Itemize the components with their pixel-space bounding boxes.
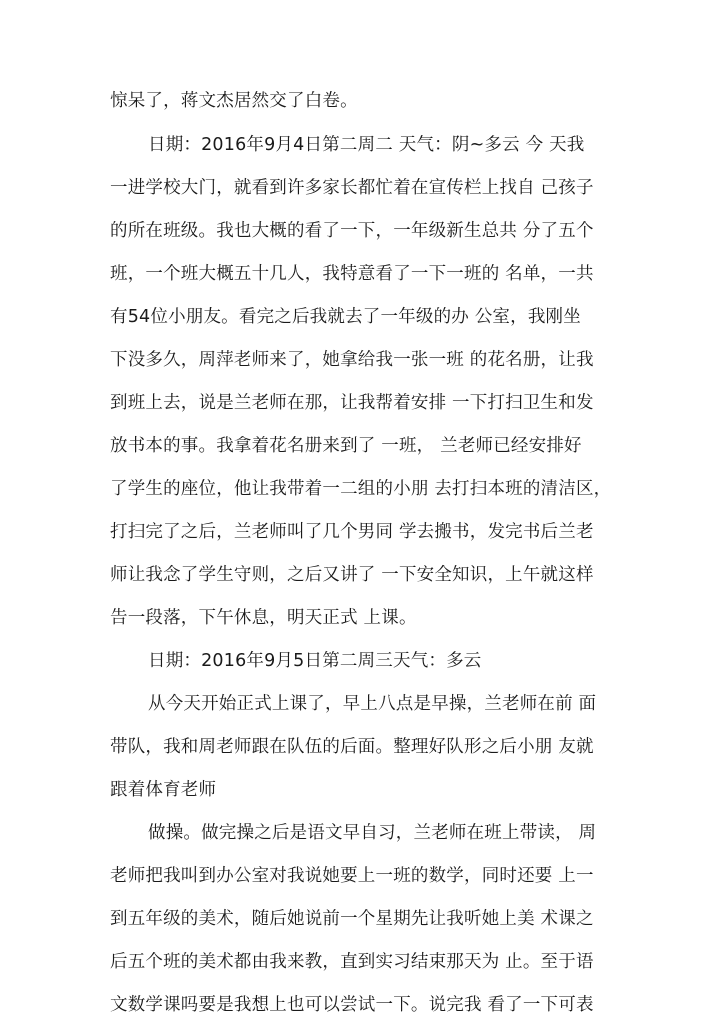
text-line-3: 一进学校大门，就看到许多家长都忙着在宣传栏上找自 己孩子	[110, 178, 594, 198]
text-line-9: 放书本的事。我拿着花名册来到了 一班， 兰老师已经安排好	[110, 436, 582, 456]
date-line-sep-5: 日期：2016年9月5日第二周三天气：多云	[148, 651, 482, 671]
text-line-22: 文数学课吗要是我想上也可以尝试一下。说完我 看了一下可表	[110, 995, 594, 1015]
text-line-8: 到班上去，说是兰老师在那，让我帮着安排 一下打扫卫生和发	[110, 393, 594, 413]
text-line-1: 惊呆了，蒋文杰居然交了白卷。	[110, 91, 358, 111]
text-line-19: 老师把我叫到办公室对我说她要上一班的数学，同时还要 上一	[110, 866, 594, 886]
text-line-7: 下没多久，周萍老师来了，她拿给我一张一班 的花名册，让我	[110, 350, 594, 370]
text-line-4: 的所在班级。我也大概的看了一下，一年级新生总共 分了五个	[110, 221, 594, 241]
text-line-6: 有54位小朋友。看完之后我就去了一年级的办 公室，我刚坐	[110, 307, 581, 327]
text-line-11: 打扫完了之后，兰老师叫了几个男同 学去搬书，发完书后兰老	[110, 522, 594, 542]
text-line-20: 到五年级的美术，随后她说前一个星期先让我听她上美 术课之	[110, 909, 594, 929]
text-line-18: 做操。做完操之后是语文早自习，兰老师在班上带读， 周	[148, 823, 597, 843]
text-line-16: 带队，我和周老师跟在队伍的后面。整理好队形之后小朋 友就	[110, 737, 594, 757]
text-line-13: 告一段落，下午休息，明天正式 上课。	[110, 608, 417, 628]
text-line-21: 后五个班的美术都由我来教，直到实习结束那天为 止。至于语	[110, 952, 594, 972]
text-line-12: 师让我念了学生守则，之后又讲了 一下安全知识，上午就这样	[110, 565, 594, 585]
text-line-15: 从今天开始正式上课了，早上八点是早操，兰老师在前 面	[148, 694, 597, 714]
date-line-sep-4: 日期：2016年9月4日第二周二 天气：阴~多云 今 天我	[148, 135, 585, 155]
text-line-5: 班，一个班大概五十几人，我特意看了一下一班的 名单，一共	[110, 264, 594, 284]
text-line-10: 了学生的座位，他让我带着一二组的小朋 去打扫本班的清洁区，	[110, 479, 612, 499]
text-line-17: 跟着体育老师	[110, 780, 217, 800]
